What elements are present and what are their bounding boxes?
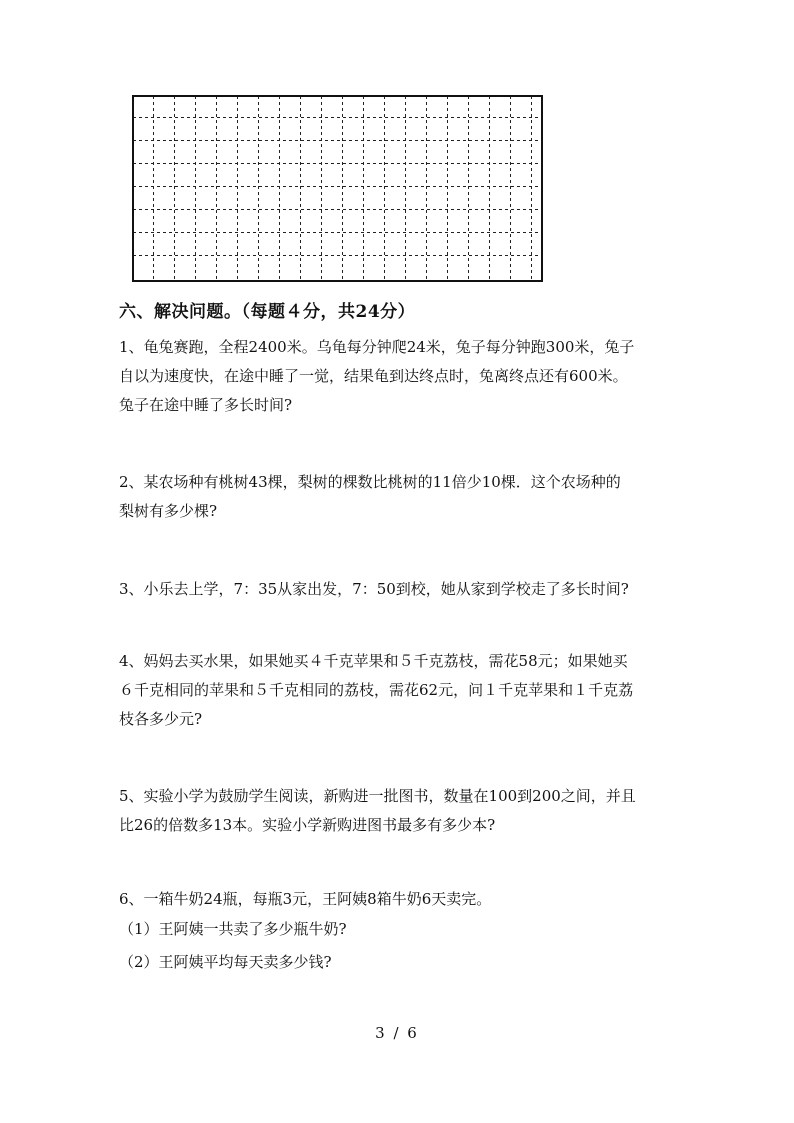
subquestion-1: （1）王阿姨一共卖了多少瓶牛奶? (119, 920, 347, 938)
page-number: 3 / 6 (375, 1024, 419, 1042)
problem-text-line: 5、实验小学为鼓励学生阅读，新购进一批图书，数量在100到200之间，并且 (119, 787, 636, 805)
problem-text-line: 比26的倍数多13本。实验小学新购进图书最多有多少本? (119, 816, 496, 834)
problem-1 (119, 333, 634, 420)
problem-text-line: 梨树有多少棵? (119, 502, 218, 520)
writing-grid (132, 95, 544, 287)
problem-3 (119, 575, 629, 604)
problem-text-line: 2、某农场种有桃树43棵，梨树的棵数比桃树的11倍少10棵．这个农场种的 (119, 473, 621, 491)
problem-text-line: 自以为速度快，在途中睡了一觉，结果龟到达终点时，兔离终点还有600米。 (119, 367, 628, 385)
problem-text-line: 3、小乐去上学，7：35从家出发，7：50到校，她从家到学校走了多长时间? (119, 580, 629, 598)
problem-text-line: 4、妈妈去买水果，如果她买４千克苹果和５千克荔枝，需花58元；如果她买 (119, 652, 628, 670)
section-title: 六、解决问题。（每题４分，共24分） (119, 302, 416, 322)
problem-text-line: 枝各多少元? (119, 710, 203, 728)
dashed-grid-graphic (132, 95, 544, 283)
problem-text-line: 1、龟兔赛跑，全程2400米。乌龟每分钟爬24米，兔子每分钟跑300米，兔子 (119, 338, 635, 356)
problem-6 (119, 885, 491, 914)
problem-text-line: 6、一箱牛奶24瓶，每瓶3元，王阿姨8箱牛奶6天卖完。 (119, 890, 492, 908)
problem-2 (119, 468, 621, 526)
problem-4 (119, 647, 633, 734)
subquestion-2: （2）王阿姨平均每天卖多少钱? (119, 953, 332, 971)
problem-5 (119, 782, 636, 840)
problem-text-line: 兔子在途中睡了多长时间? (119, 396, 293, 414)
problem-text-line: ６千克相同的苹果和５千克相同的荔枝，需花62元，问１千克苹果和１千克荔 (119, 681, 634, 699)
